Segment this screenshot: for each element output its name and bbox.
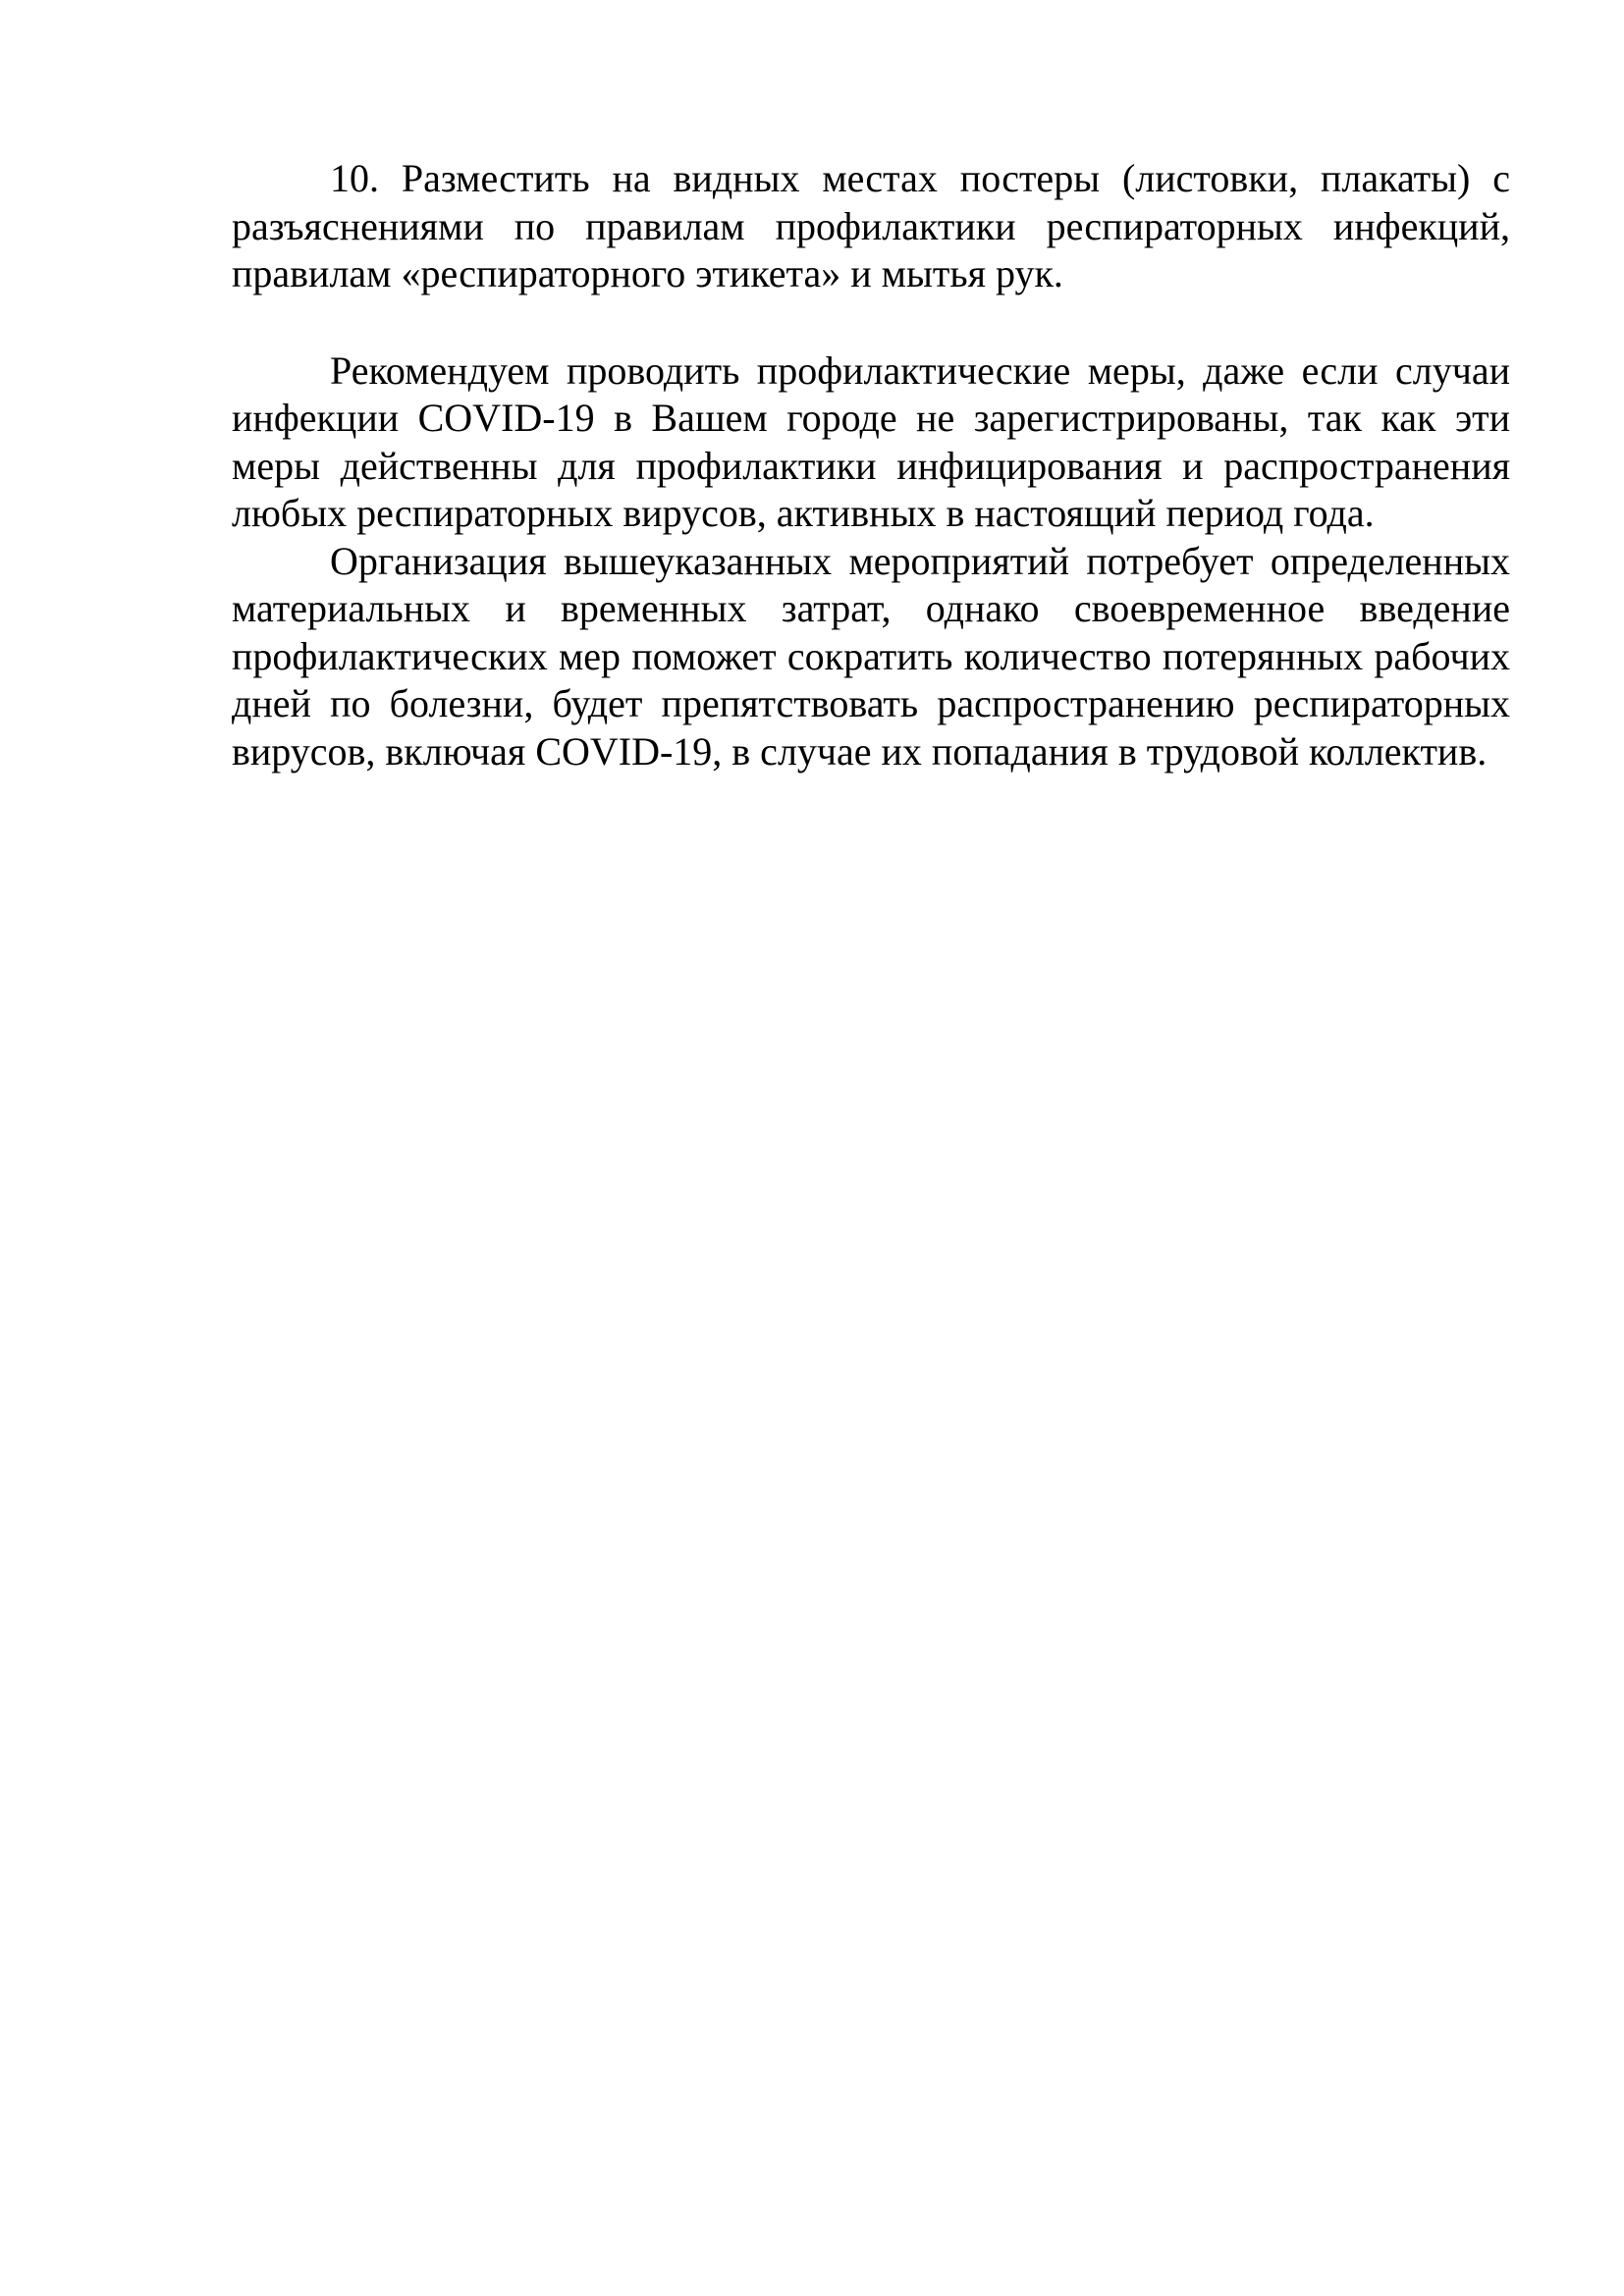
paragraph-preventive-measures: Рекомендуем проводить профилактические меры, даже если случаи инфекции COVID-19 в Вашем городе не зарегистрированы, так как эти меры действенны для профилактики инфицирования и распространения любых респираторных вирусов, активных в настоящий период года.	[232, 347, 1510, 535]
paragraph-poster-recommendation: 10. Разместить на видных местах постеры (листовки, плакаты) с разъяснениями по правилам профилактики респираторных инфекций, правилам «респираторного этикета» и мытья рук.	[232, 156, 1510, 295]
document-body	[232, 155, 1510, 775]
paragraph-organization-costs: Организация вышеуказанных мероприятий потребует определенных материальных и временных затрат, однако своевременное введение профилактических мер поможет сократить количество потерянных рабочих дней по болезни, будет препятствовать распространению респираторных вирусов, включая COVID-19, в случае их попадания в трудовой коллектив.	[232, 538, 1510, 774]
